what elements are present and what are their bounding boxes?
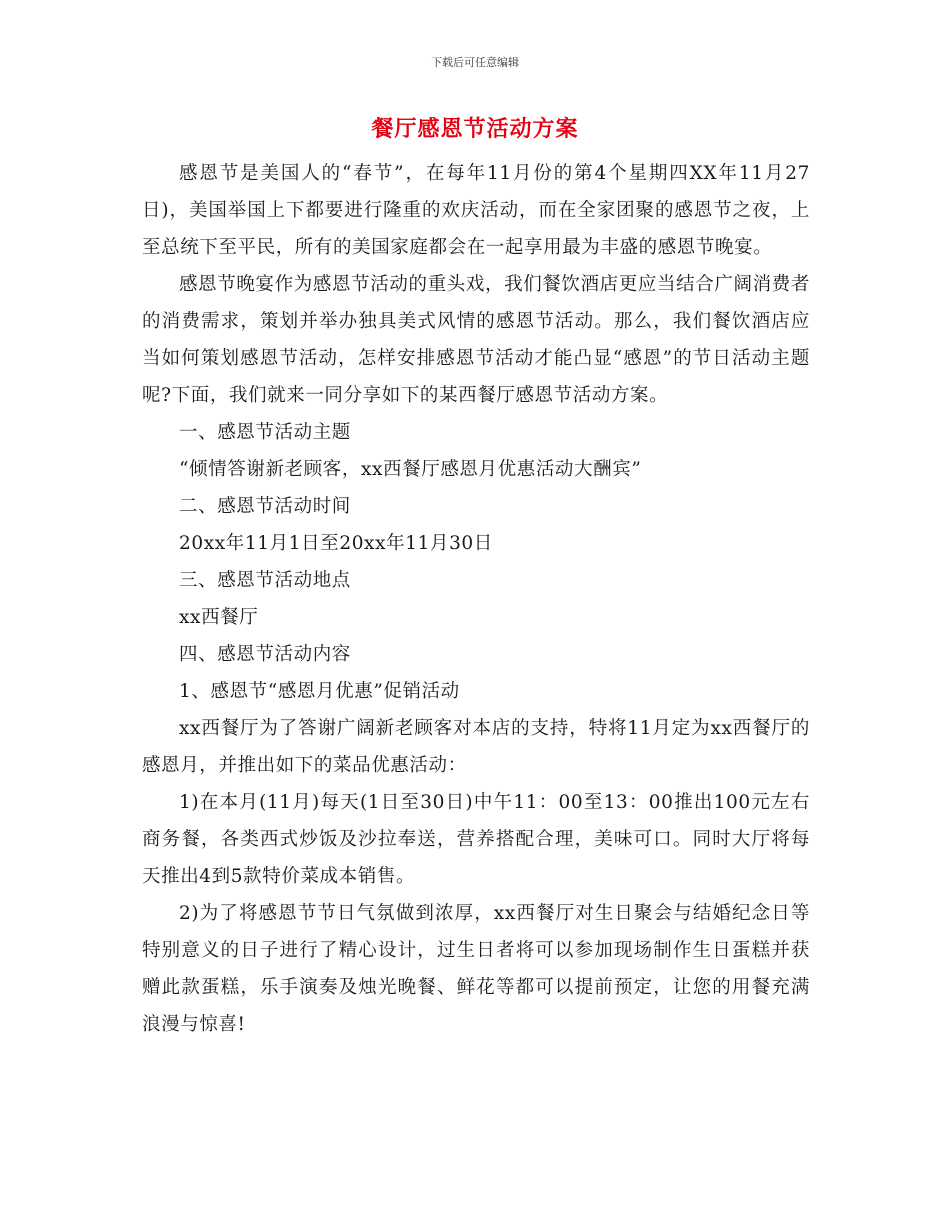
document-title: 餐厅感恩节活动方案 bbox=[371, 117, 579, 142]
subsection-heading-promotion: 1、感恩节“感恩月优惠”促销活动 bbox=[179, 681, 460, 702]
paragraph-item-1: 1)在本月(11月)每天(1日至30日)中午11：00至13：00推出100元左右商务餐，各类西式炒饭及沙拉奉送，营养搭配合理，美味可口。同时大厅将每天推出4到5款特价菜成本销售。 bbox=[142, 792, 810, 887]
event-location: xx西餐厅 bbox=[179, 607, 259, 628]
paragraph-item-2: 2)为了将感恩节节日气氛做到浓厚，xx西餐厅对生日聚会与结婚纪念日等特别意义的日子进行了精心设计，过生日者将可以参加现场制作生日蛋糕并获赠此款蛋糕，乐手演奏及烛光晚餐、鲜花等都可以提前预定，让您的用餐充满浪漫与惊喜! bbox=[142, 903, 810, 1035]
section-heading-theme: 一、感恩节活动主题 bbox=[179, 422, 351, 443]
section-heading-content: 四、感恩节活动内容 bbox=[179, 644, 351, 665]
theme-slogan: “倾情答谢新老顾客，xx西餐厅感恩月优惠活动大酬宾” bbox=[179, 459, 642, 480]
section-heading-location: 三、感恩节活动地点 bbox=[179, 570, 351, 591]
section-heading-time: 二、感恩节活动时间 bbox=[179, 496, 351, 517]
document-body bbox=[142, 155, 810, 1043]
paragraph-background: 感恩节晚宴作为感恩节活动的重头戏，我们餐饮酒店更应当结合广阔消费者的消费需求，策划并举办独具美式风情的感恩节活动。那么，我们餐饮酒店应当如何策划感恩节活动，怎样安排感恩节活动才能凸显“感恩”的节日活动主题呢?下面，我们就来一同分享如下的某西餐厅感恩节活动方案。 bbox=[142, 274, 810, 406]
event-dates: 20xx年11月1日至20xx年11月30日 bbox=[179, 533, 493, 554]
paragraph-intro: 感恩节是美国人的“春节”，在每年11月份的第4个星期四XX年11月27日)，美国举国上下都要进行隆重的欢庆活动，而在全家团聚的感恩节之夜，上至总统下至平民，所有的美国家庭都会在一起享用最为丰盛的感恩节晚宴。 bbox=[142, 163, 810, 258]
header-note: 下载后可任意编辑 bbox=[431, 56, 519, 69]
paragraph-promotion-intro: xx西餐厅为了答谢广阔新老顾客对本店的支持，特将11月定为xx西餐厅的感恩月，并推出如下的菜品优惠活动： bbox=[142, 718, 810, 776]
